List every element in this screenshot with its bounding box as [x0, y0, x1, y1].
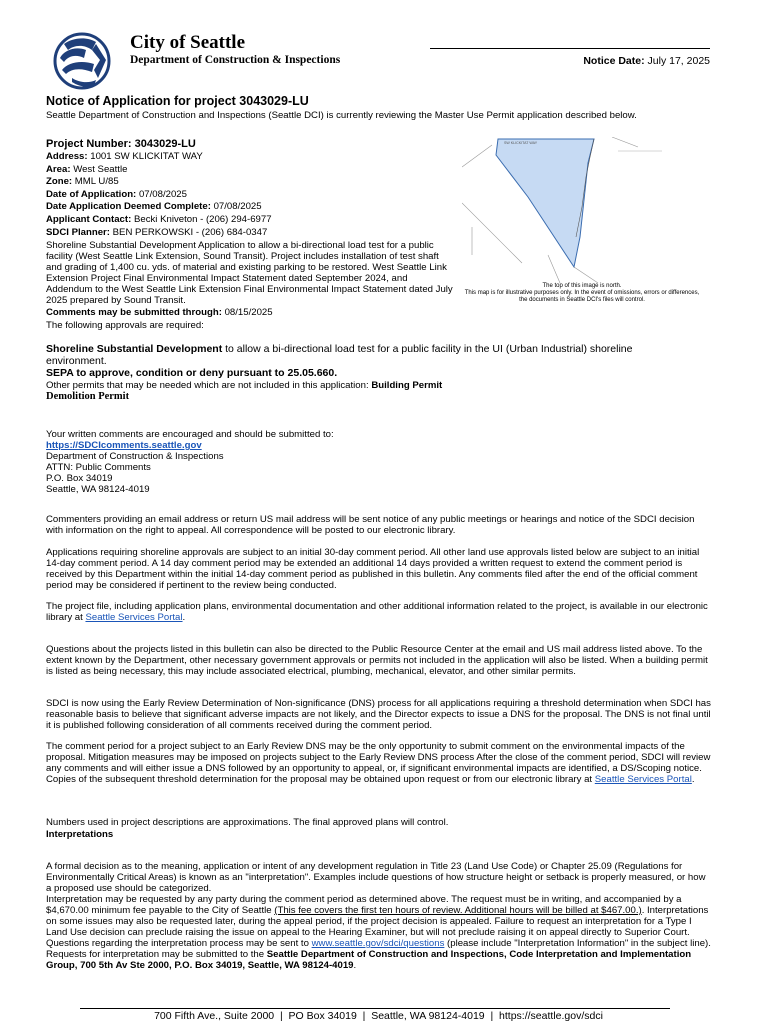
submission-encourage: Your written comments are encouraged and should be submitted to:	[46, 429, 334, 440]
paragraph-dns: SDCI is now using the Early Review Determination of Non-significance (DNS) process for all applications requiring a threshold determination when SDCI has reasonable basis to believe that significant adverse impacts are not likely, and the Director expects to issue a DNS for the proposal. The DNS is not final until it is published following consideration of all comments received during the comment period.	[46, 697, 711, 731]
interp-fee-note: (This fee covers the first ten hours of review. Additional hours will be billed at $467.00.)	[274, 905, 642, 916]
submission-line2: ATTN: Public Comments	[46, 462, 151, 473]
sepa-approval: SEPA to approve, condition or deny pursuant to 25.05.660.	[46, 367, 338, 379]
interp-request-a: Interpretation may be requested by any party during the comment period as determined above. The request must be in writing, and accompanied by a $4,670.00 minimum fee payable to the City of Seattle	[46, 894, 682, 916]
dept-name: Department of Construction & Inspections	[130, 54, 341, 66]
demolition-permit: Demolition Permit	[46, 391, 130, 402]
interpretations-heading: Interpretations	[46, 829, 114, 840]
notice-date-value: July 17, 2025	[647, 55, 710, 67]
page-title: Notice of Application for project 3043029-LU	[46, 94, 309, 108]
date-complete-value: 07/08/2025	[213, 201, 262, 213]
period: .	[691, 774, 695, 785]
building-permit: Building Permit	[371, 380, 443, 391]
submission-line3: P.O. Box 34019	[46, 473, 113, 484]
shoreline-approval	[46, 343, 671, 367]
site-map	[462, 137, 702, 283]
area-value: West Seattle	[73, 163, 128, 175]
paragraph-dns-comment	[46, 741, 711, 785]
paragraph-questions: Questions about the projects listed in this bulletin can also be directed to the Public Resource Center at the email and US mail address listed above. To the extent known by the Department, other necessary government approvals or permits not included in the application will also be listed. When a building permit is listed as being necessary, this may include associated electrical, plumbing, mechanical, elevator, and other similar permits.	[46, 643, 708, 677]
comments-label: Comments may be submitted through:	[46, 307, 222, 319]
paragraph-commenters: Commenters providing an email address or return US mail address will be sent notice of any public meetings or hearings and notice of the SDCI decision with information on the right to appeal. All correspondence will be posted to our electronic library.	[46, 513, 695, 536]
period: .	[182, 612, 186, 623]
planner-value: BEN PERKOWSKI - (206) 684-0347	[112, 226, 268, 238]
interp-request-b: . Interpretations on some issues may also be requested later, during the appeal period, if the project decision is appealed. Failure to request an interpretation for a Type I Land Use decision can preclude raising the issue on appeal to the Hearing Examiner, but will not preclude raising it on appeal directly to Superior Court. Questions regarding the interpretation process may be sent to	[46, 905, 709, 949]
date-app-value: 07/08/2025	[138, 188, 187, 200]
zone-label: Zone:	[46, 176, 73, 188]
address-value: 1001 SW KLICKITAT WAY	[90, 151, 203, 162]
submission-line4: Seattle, WA 98124-4019	[46, 484, 150, 495]
shoreline-approval-title: Shoreline Substantial Development	[46, 343, 223, 355]
svg-text:SW KLICKITAT WAY: SW KLICKITAT WAY	[504, 141, 538, 145]
approvals-intro: The following approvals are required:	[46, 319, 204, 331]
address-label: Address:	[46, 151, 88, 162]
date-complete-label: Date Application Deemed Complete:	[46, 201, 211, 213]
sdci-questions-link[interactable]: www.seattle.gov/sdci/questions	[311, 938, 445, 949]
area-label: Area:	[46, 163, 71, 175]
paragraph-interpretation-def: A formal decision as to the meaning, application or intent of any development regulation in Title 23 (Land Use Code) or Chapter 25.09 (Regulations for Environmentally Critical Areas) is known as an "interpretation". Examples include questions of how structure height or setback is properly measured, or how a proposed use should be categorized.	[46, 860, 706, 894]
comments-date: 08/15/2025	[224, 307, 273, 319]
contact-value: Becki Kniveton - (206) 294-6977	[133, 213, 272, 225]
services-portal-link-2[interactable]: Seattle Services Portal	[594, 774, 692, 785]
footer-rule	[80, 1008, 670, 1009]
submission-line1: Department of Construction & Inspections	[46, 451, 224, 462]
interp-address: Seattle Department of Construction and Inspections, Code Interpretation and Implementation Group, 700 5th Av Ste 2000, P.O. Box 34019, Seattle, WA 98124-4019	[46, 949, 692, 971]
paragraph-numbers: Numbers used in project descriptions are approximations. The final approved plans will control.	[46, 816, 449, 828]
notice-date	[530, 55, 710, 68]
other-permits-text: Other permits that may be needed which are not included in this application:	[46, 380, 369, 391]
header-rule	[430, 48, 710, 49]
paragraph-project-file	[46, 601, 711, 623]
services-portal-link[interactable]: Seattle Services Portal	[85, 612, 183, 623]
interp-request-c: (please include "Interpretation Information" in the subject line). Requests for interpretation may be submitted to the	[46, 938, 711, 960]
footer-text: 700 Fifth Ave., Suite 2000 | PO Box 34019 | Seattle, WA 98124-4019 | https://seattle.gov/sdci	[154, 1010, 603, 1022]
city-seal-logo	[42, 30, 126, 92]
paragraph-interpretation-request	[46, 894, 711, 971]
submission-block	[46, 429, 711, 495]
map-disclaimer: This map is for illustrative purposes only. In the event of omissions, errors or differences, the documents in Seattle DCI's files will control.	[464, 290, 700, 303]
intro-text: Seattle Department of Construction and Inspections (Seattle DCI) is currently reviewing the Master Use Permit application described below.	[46, 110, 637, 121]
other-permits	[46, 380, 711, 391]
project-description: Shoreline Substantial Development Application to allow a bi-directional load test for a public facility (West Seattle Link Extension, Sound Transit). Project includes installation of test shaft and grading of 1,400 cu. yds. of material and existing parking to be restored. West Seattle Link Extension Project Final Environmental Impact Statement dated September 2024, and Addendum to the West Seattle Link Extension Final Environmental Impact Statement dated July 2025 prepared by Sound Transit.	[46, 240, 453, 307]
contact-label: Applicant Contact:	[46, 213, 132, 225]
date-app-label: Date of Application:	[46, 188, 137, 200]
project-number: 3043029-LU	[134, 138, 196, 150]
shoreline-approval-text: to allow a bi-directional load test for a public facility in the UI (Urban Industrial) shoreline environment.	[46, 343, 633, 367]
project-details	[46, 137, 454, 332]
org-name: City of Seattle	[130, 32, 246, 53]
notice-date-label: Notice Date:	[583, 55, 645, 67]
paragraph-comment-periods: Applications requiring shoreline approvals are subject to an initial 30-day comment period. All other land use approvals listed below are subject to an initial 14-day comment period. A 14 day comment period may be extended an additional 14 days provided a written request to extend the comment period is received by this Department within the initial 14-day comment period as published in this bulletin. Any comments filed after the end of the official comment period may be considered if pertinent to the review being conducted.	[46, 546, 700, 591]
comments-url-link[interactable]: https://SDCIcomments.seattle.gov	[46, 440, 202, 451]
dns-comment-text: The comment period for a project subject to an Early Review DNS may be the only opportunity to submit comment on the environmental impacts of the proposal. Mitigation measures may be imposed on projects subject to the Early Review DNS process After the close of the comment period, SDCI will review any comments and will either issue a DNS followed by an opportunity to appeal, or, if significant environmental impacts are identified, a DS/Scoping notice. Copies of the subsequent threshold determination for the proposal may be obtained upon request or from our electronic library at	[46, 741, 711, 785]
zone-value: MML U/85	[74, 176, 119, 188]
interp-end: .	[353, 960, 357, 971]
planner-label: SDCI Planner:	[46, 226, 110, 238]
project-number-label: Project Number:	[46, 138, 132, 150]
project-file-text: The project file, including application plans, environmental documentation and other additional information related to the project, is available in our electronic library at	[46, 601, 708, 623]
map-north-note: The top of this image is north.	[542, 283, 622, 289]
